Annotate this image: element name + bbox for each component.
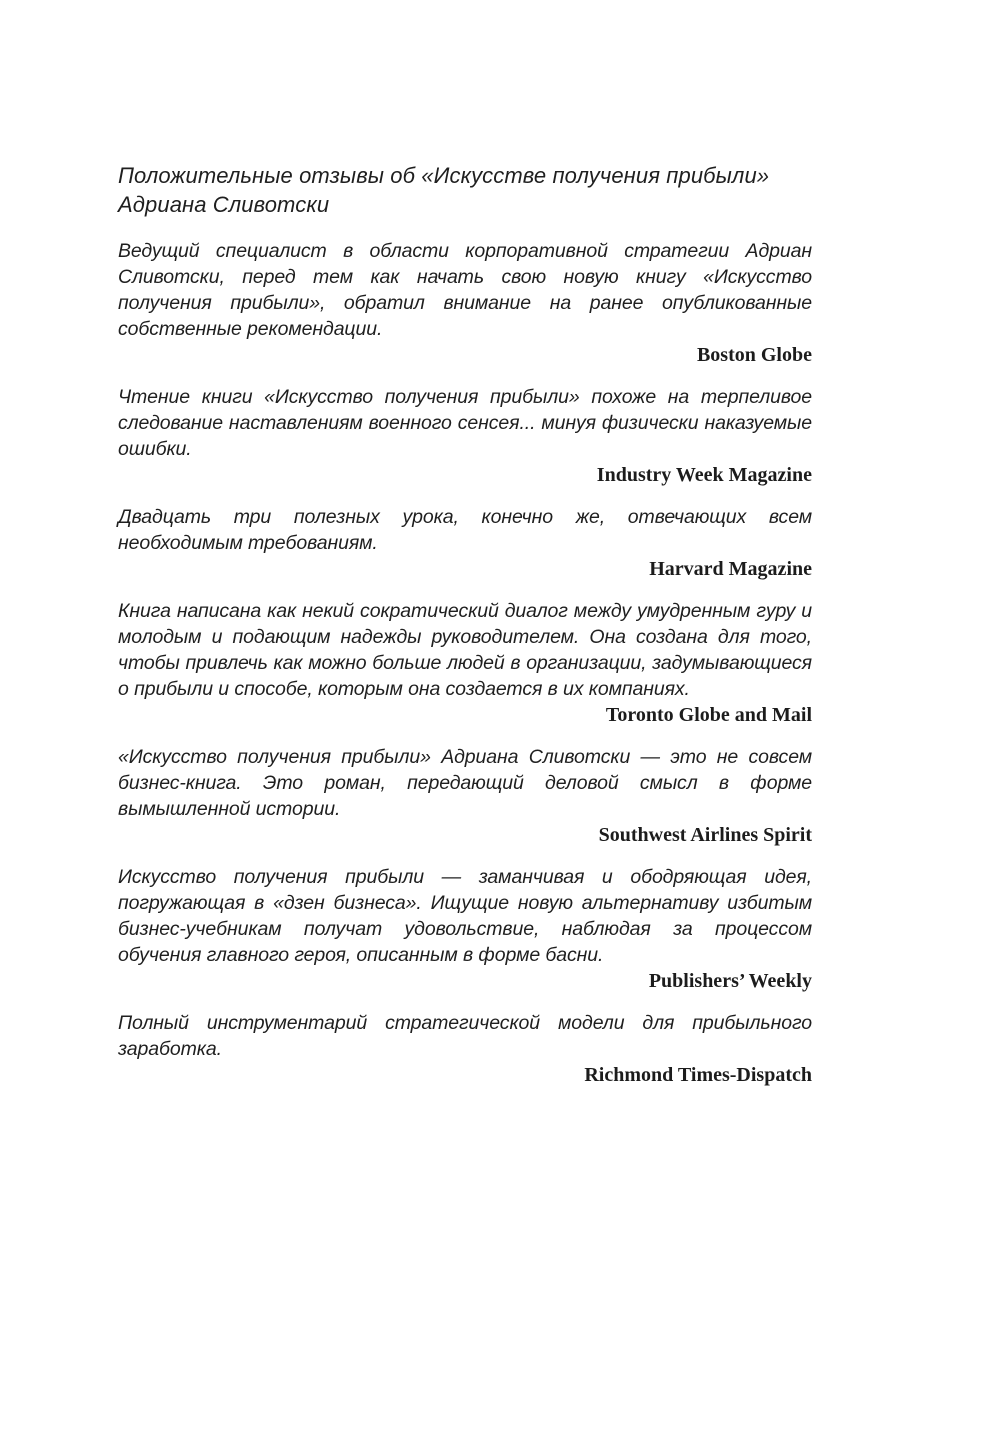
review-source: Boston Globe [696, 344, 812, 366]
page-title-line2: Адриана Сливотски [118, 192, 330, 217]
review-source: Richmond Times-Dispatch [584, 1064, 812, 1086]
review-block [118, 864, 812, 994]
review-block [118, 598, 812, 728]
review-block [118, 384, 812, 488]
review-quote: Чтение книги «Искусство получения прибыли» похоже на терпеливое следование наставлениям военного сенсея... минуя физически наказуемые ошибки. [118, 386, 812, 460]
review-quote: «Искусство получения прибыли» Адриана Сливотски — это не совсем бизнес-книга. Это роман, передающий деловой смысл в форме вымышленной истории. [118, 746, 812, 820]
review-quote: Книга написана как некий сократический диалог между умудренным гуру и молодым и подающим надежды руководителем. Она создана для того, чтобы привлечь как можно больше людей в организации, задумывающиеся о прибыли и способе, которым она создается в их компаниях. [118, 600, 812, 700]
review-source: Harvard Magazine [649, 558, 812, 580]
review-block [118, 504, 812, 582]
review-quote: Двадцать три полезных урока, конечно же, отвечающих всем необходимым требованиям. [118, 506, 812, 554]
review-source: Toronto Globe and Mail [605, 704, 812, 726]
page-title [118, 161, 812, 219]
review-block [118, 744, 812, 848]
page-title-line1: Положительные отзывы об «Искусстве получения прибыли» [118, 163, 770, 188]
review-quote: Искусство получения прибыли — заманчивая и ободряющая идея, погружающая в «дзен бизнеса». Ищущие новую альтернативу избитым бизнес-учебникам получат удовольствие, наблюдая за процессом обучения главного героя, описанным в форме басни. [118, 866, 812, 966]
page-content [118, 161, 812, 1104]
review-block [118, 238, 812, 368]
review-source: Industry Week Magazine [596, 464, 812, 486]
review-block [118, 1010, 812, 1088]
review-source: Publishers’ Weekly [648, 970, 812, 992]
review-quote: Ведущий специалист в области корпоративной стратегии Адриан Сливотски, перед тем как начать свою новую книгу «Искусство получения прибыли», обратил внимание на ранее опубликованные собственные рекомендации. [118, 240, 812, 340]
review-source: Southwest Airlines Spirit [598, 824, 812, 846]
review-quote: Полный инструментарий стратегической модели для прибыльного заработка. [118, 1012, 812, 1060]
